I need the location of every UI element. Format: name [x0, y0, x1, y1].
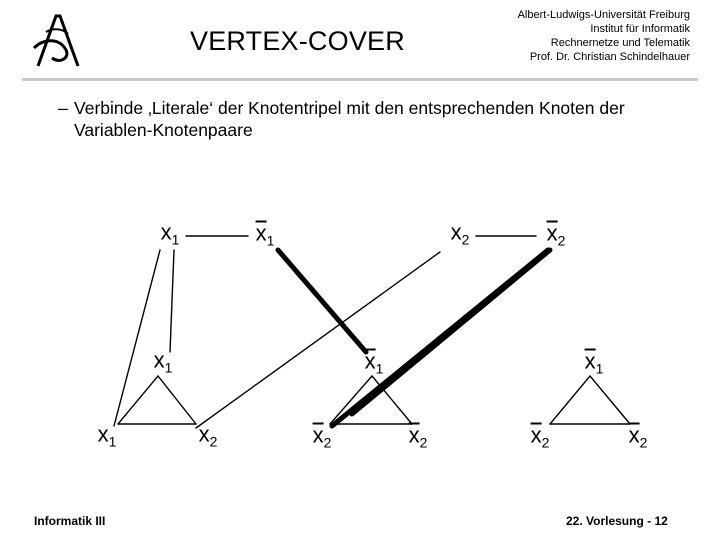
node-variable: x — [312, 422, 324, 448]
node-variable: x — [255, 220, 267, 246]
node-variable: x — [450, 219, 462, 245]
node-subscript: 1 — [171, 231, 180, 248]
institution-line: Institut für Informatik — [590, 23, 690, 35]
graph-node-c2-top — [365, 349, 384, 380]
graph-node-c1-top — [153, 347, 173, 379]
node-subscript: 2 — [209, 433, 218, 450]
node-subscript: 2 — [557, 232, 566, 249]
graph-node-c2-left — [313, 423, 332, 454]
graph-node-c1-right — [198, 421, 218, 453]
graph-edge — [118, 376, 158, 424]
institution-line: Prof. Dr. Christian Schindelhauer — [529, 51, 690, 63]
graph-edge — [196, 252, 440, 428]
node-subscript: 1 — [164, 359, 173, 376]
node-variable: x — [153, 347, 165, 373]
footer-course: Informatik III — [34, 514, 106, 528]
node-subscript: 2 — [323, 434, 332, 451]
node-subscript: 1 — [266, 232, 275, 249]
graph-edge — [114, 250, 160, 426]
graph-node-c3-top — [585, 349, 604, 380]
graph-edge — [550, 376, 590, 424]
node-variable: x — [198, 421, 210, 447]
graph-node-c3-left — [531, 423, 550, 454]
institution-line: Rechnernetze und Telematik — [550, 37, 690, 49]
node-subscript: 2 — [419, 434, 428, 451]
graph-edge — [170, 250, 174, 352]
node-variable: x — [530, 422, 542, 448]
node-variable: x — [364, 348, 376, 374]
node-subscript: 2 — [541, 434, 550, 451]
graph-node-c1-left — [97, 421, 117, 453]
node-variable: x — [584, 348, 596, 374]
institution-line: Albert-Ludwigs-Universität Freiburg — [517, 9, 690, 21]
graph-node-var1-neg — [256, 221, 275, 252]
node-subscript: 2 — [639, 434, 648, 451]
footer-slide-number: 22. Vorlesung - 12 — [566, 514, 668, 528]
node-subscript: 1 — [375, 360, 384, 377]
bullet-text: Verbinde ‚Literale‘ der Knotentripel mit den entsprechenden Knoten der Variablen-Knotenpaare — [74, 98, 625, 140]
node-variable: x — [97, 421, 109, 447]
node-variable: x — [408, 422, 420, 448]
graph-node-var2-pos — [450, 219, 470, 251]
node-variable: x — [546, 220, 558, 246]
page-title: VERTEX-COVER — [190, 26, 405, 56]
graph-edge-bold — [352, 250, 550, 414]
graph-node-var2-neg — [547, 221, 566, 252]
graph-node-var1-pos — [160, 219, 180, 251]
node-variable: x — [160, 219, 172, 245]
graph-node-c2-right — [409, 423, 428, 454]
graph-edge — [158, 376, 196, 424]
bullet-dash: – — [58, 98, 68, 118]
node-variable: x — [628, 422, 640, 448]
node-subscript: 2 — [461, 231, 470, 248]
node-subscript: 1 — [595, 360, 604, 377]
graph-edge — [590, 376, 630, 424]
node-subscript: 1 — [108, 433, 117, 450]
graph-node-c3-right — [629, 423, 648, 454]
